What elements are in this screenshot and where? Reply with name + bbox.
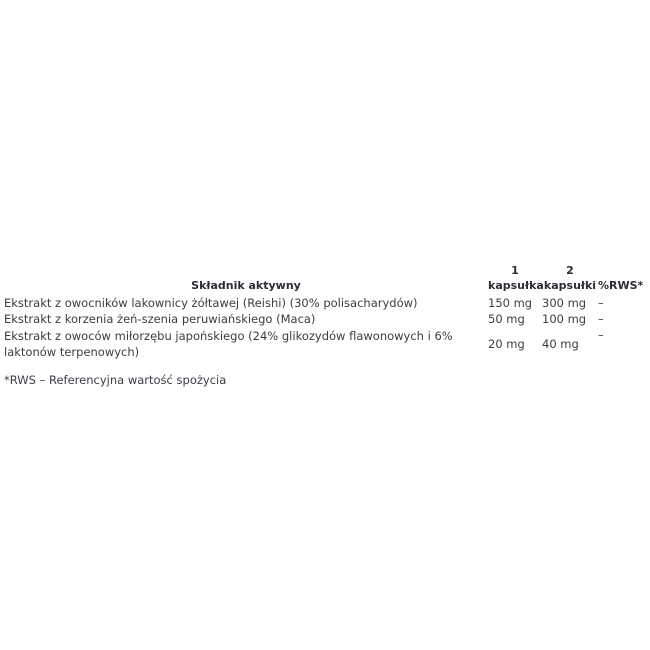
table-row (4, 294, 646, 311)
header-dose-1-unit: kapsułka (488, 279, 544, 292)
ingredients-table (4, 263, 646, 360)
rws-value: – (598, 296, 604, 310)
table-header-row (4, 263, 646, 294)
dose-2-value: 100 mg (542, 312, 587, 326)
header-dose-2-count: 2 (566, 264, 574, 277)
header-rws: %RWS* (598, 279, 644, 292)
table-row (4, 311, 646, 327)
supplement-facts (4, 263, 646, 388)
header-dose-1-count: 1 (511, 264, 519, 277)
header-ingredient: Składnik aktywny (191, 279, 301, 292)
header-dose-1-capsule (488, 263, 542, 294)
header-dose-2-capsules (542, 263, 598, 294)
header-dose-2-unit: kapsułki (543, 279, 597, 292)
dose-1-value: 150 mg (488, 296, 533, 310)
rws-value: – (598, 328, 604, 342)
dose-2-value: 300 mg (542, 296, 587, 310)
dose-1-value: 50 mg (488, 312, 525, 326)
rws-value: – (598, 312, 604, 326)
ingredient-name: Ekstrakt z owoców miłorzębu japońskiego (24% glikozydów flawonowych i 6% laktonów terpenowych) (4, 329, 453, 359)
rws-footnote: *RWS – Referencyjna wartość spożycia (4, 373, 227, 387)
table-row (4, 327, 646, 360)
ingredient-name: Ekstrakt z owocników lakownicy żółtawej (Reishi) (30% polisacharydów) (4, 296, 418, 310)
dose-2-value: 40 mg (542, 336, 579, 351)
ingredient-name: Ekstrakt z korzenia żeń-szenia peruwiańskiego (Maca) (4, 312, 316, 326)
dose-1-value: 20 mg (488, 336, 525, 351)
